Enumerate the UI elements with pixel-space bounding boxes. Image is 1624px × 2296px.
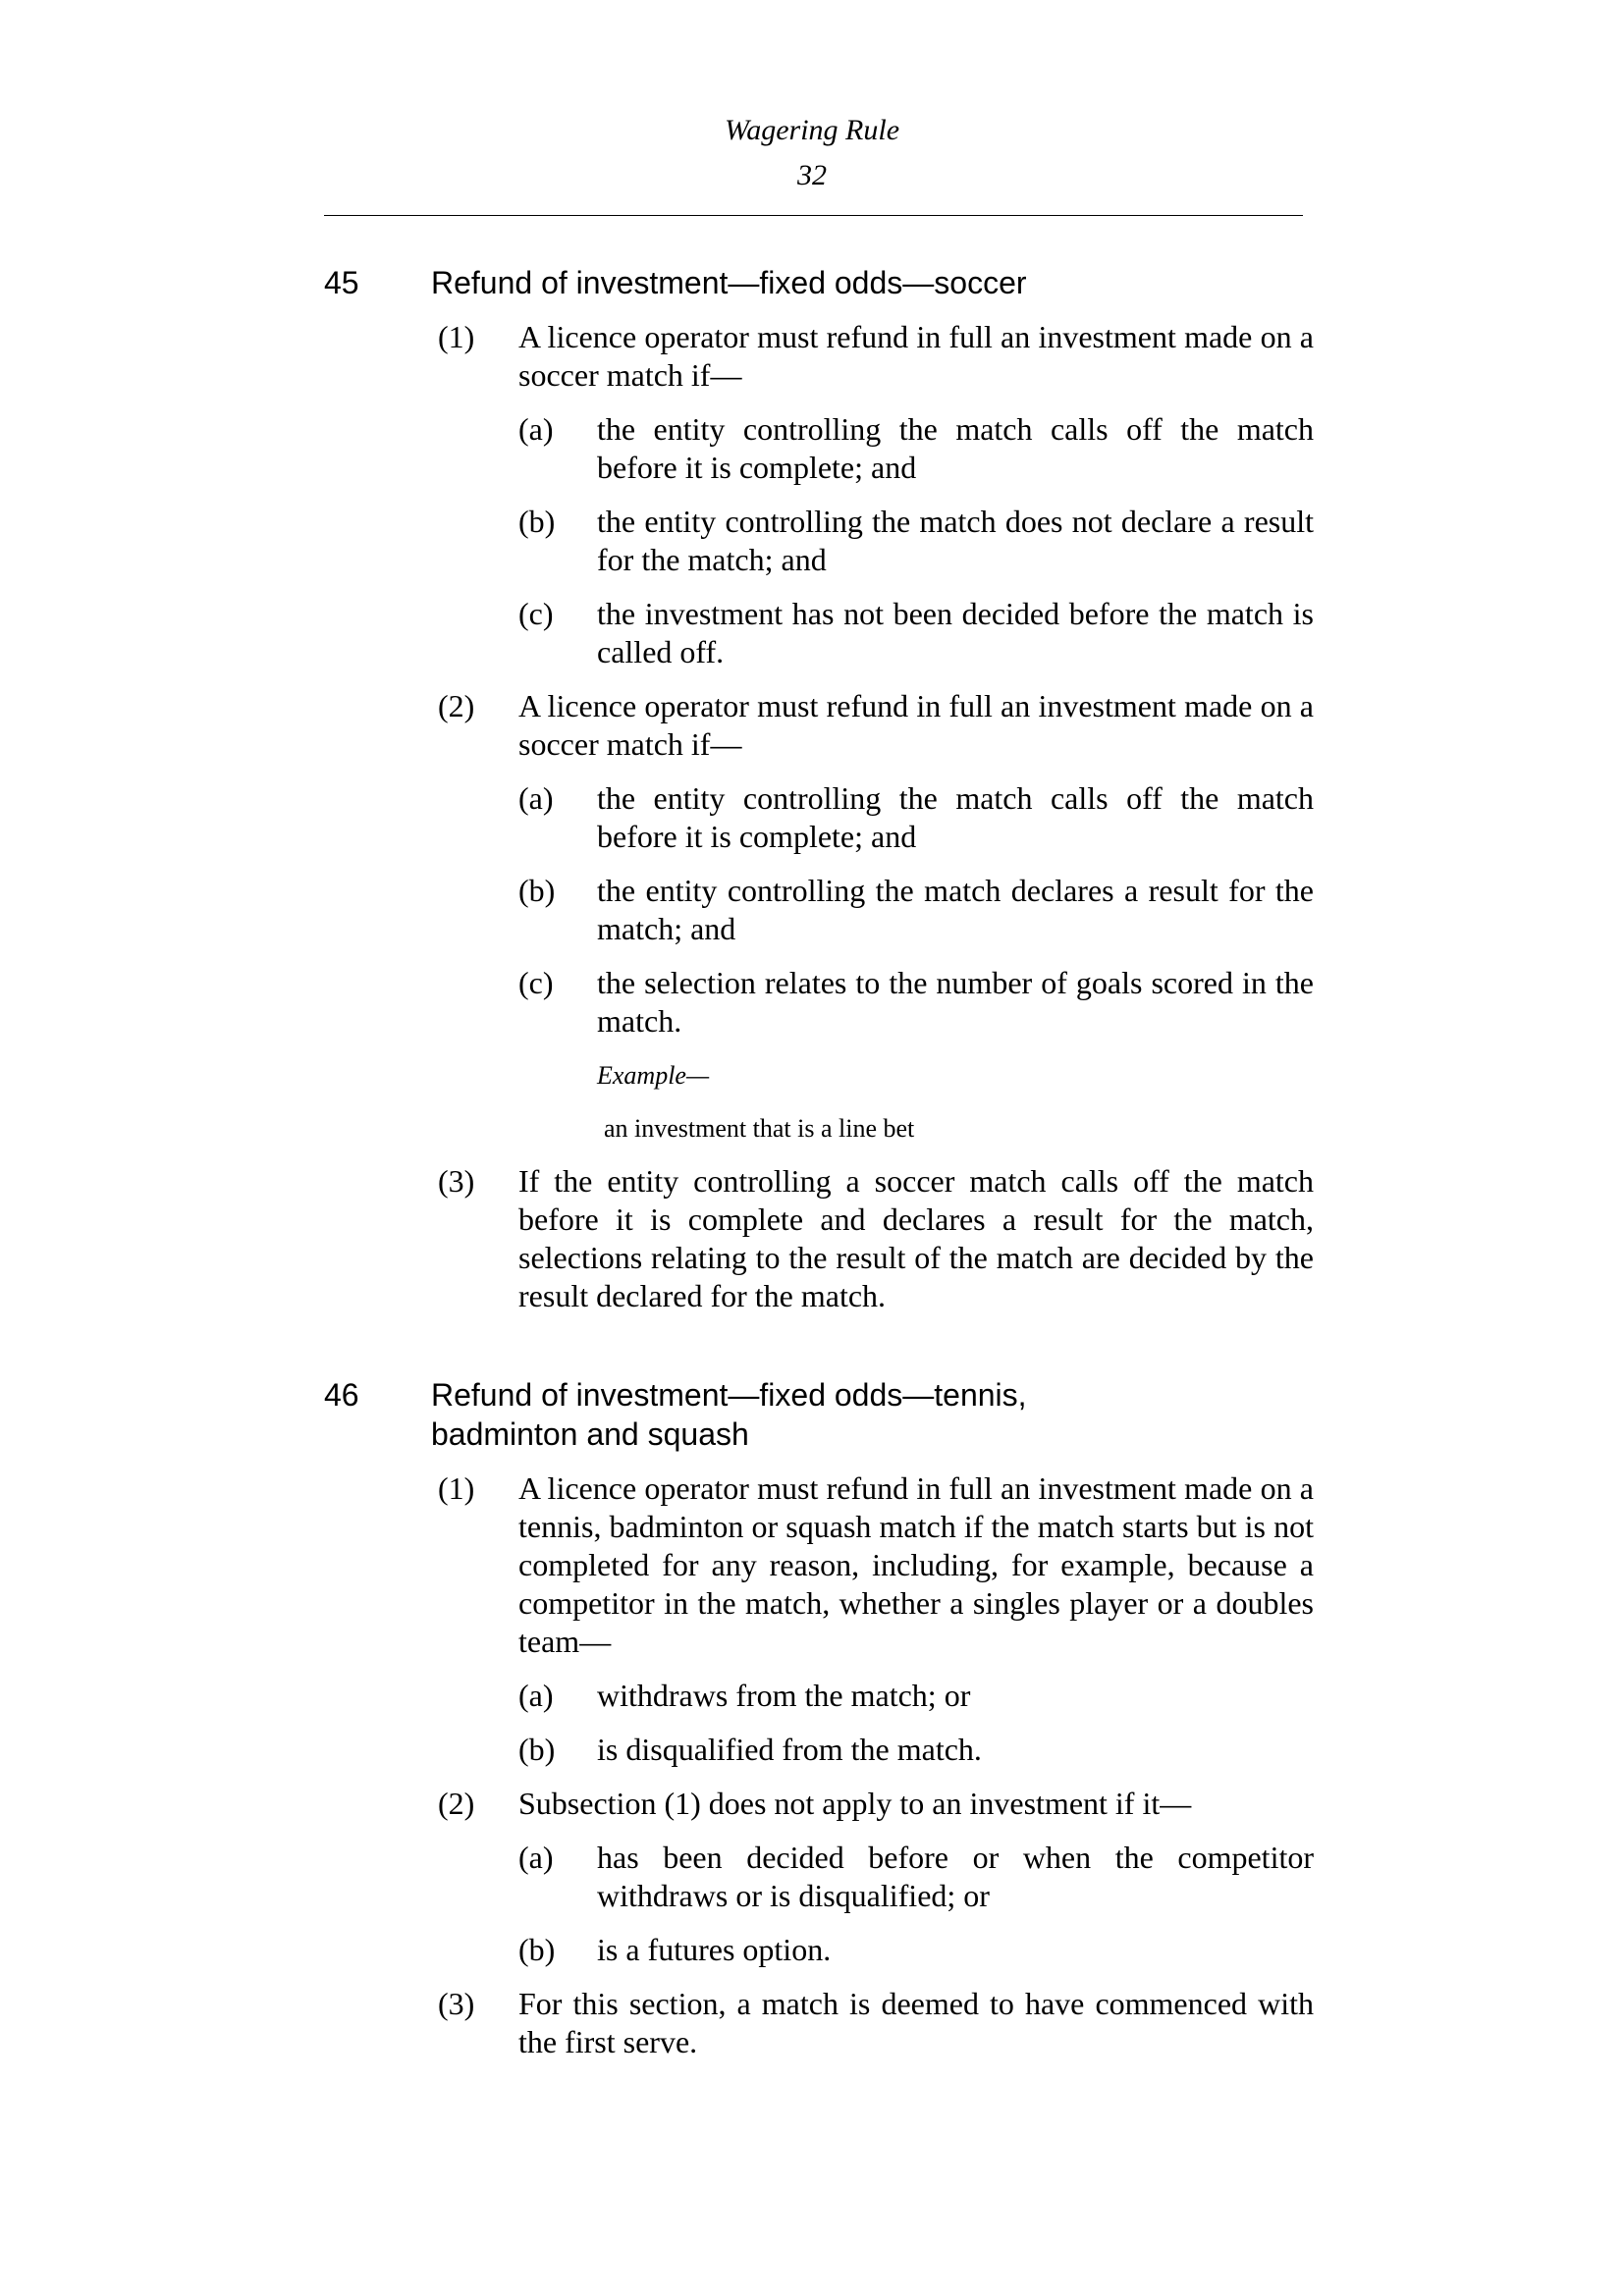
item-text: is a futures option. (597, 1932, 832, 1967)
section-heading (324, 1375, 1314, 1454)
subsection-number: (3) (438, 1986, 475, 2021)
section-title: Refund of investment—fixed odds—tennis, badminton and squash (431, 1377, 1027, 1452)
section-number: 45 (324, 265, 359, 300)
section-title: Refund of investment—fixed odds—soccer (431, 265, 1027, 300)
item-text: has been decided before or when the competitor withdraws or is disqualified; or (597, 1840, 1314, 1913)
subsection-number: (1) (438, 319, 475, 354)
paragraph-item (518, 1677, 1314, 1715)
item-number: (b) (518, 873, 556, 908)
subsection-number: (2) (438, 688, 475, 723)
subsection-number: (1) (438, 1470, 475, 1506)
item-text: the entity controlling the match calls off the match before it is complete; and (597, 411, 1314, 485)
item-text: the entity controlling the match declares a result for the match; and (597, 873, 1314, 946)
item-number: (b) (518, 1932, 556, 1967)
item-number: (a) (518, 1678, 554, 1713)
example-text: an investment that is a line bet (604, 1114, 915, 1143)
section-number: 46 (324, 1377, 359, 1413)
item-text: the investment has not been decided before the match is called off. (597, 596, 1314, 669)
subsection-text: For this section, a match is deemed to have commenced with the first serve. (518, 1986, 1314, 2059)
paragraph-item (518, 872, 1314, 948)
paragraph-item (518, 1839, 1314, 1915)
item-text: is disqualified from the match. (597, 1732, 982, 1767)
subsection-text: A licence operator must refund in full an investment made on a soccer match if— (518, 319, 1314, 393)
item-number: (a) (518, 1840, 554, 1875)
page-header (0, 108, 1624, 198)
example-label: Example— (597, 1061, 710, 1090)
subsection (438, 687, 1314, 764)
subsection (438, 318, 1314, 395)
paragraph-item (518, 503, 1314, 579)
subsection-number: (3) (438, 1163, 475, 1199)
item-number: (c) (518, 965, 554, 1000)
header-divider (324, 215, 1303, 216)
subsection (438, 1469, 1314, 1661)
paragraph-item (518, 964, 1314, 1041)
paragraph-item (518, 779, 1314, 856)
item-text: the entity controlling the match does not declare a result for the match; and (597, 504, 1314, 577)
item-number: (b) (518, 1732, 556, 1767)
subsection (438, 1162, 1314, 1315)
header-title: Wagering Rule (724, 114, 900, 146)
subsection-text: Subsection (1) does not apply to an investment if it— (518, 1786, 1192, 1821)
item-number: (c) (518, 596, 554, 631)
section-heading (324, 263, 1314, 302)
item-text: withdraws from the match; or (597, 1678, 971, 1713)
item-number: (b) (518, 504, 556, 539)
paragraph-item (518, 1731, 1314, 1769)
subsection-text: A licence operator must refund in full an investment made on a soccer match if— (518, 688, 1314, 762)
item-number: (a) (518, 411, 554, 447)
page-number: 32 (797, 159, 827, 191)
section-45 (324, 263, 1314, 1315)
section-46 (324, 1375, 1314, 2061)
paragraph-item (518, 595, 1314, 671)
subsection (438, 1985, 1314, 2061)
subsection-text: A licence operator must refund in full an investment made on a tennis, badminton or squash match if the match starts but is not completed for any reason, including, for example, because a competitor in the match, whether a singles player or a doubles team— (518, 1470, 1314, 1659)
subsection-text: If the entity controlling a soccer match calls off the match before it is complete and declares a result for the match, selections relating to the result of the match are decided by the result declared for the match. (518, 1163, 1314, 1313)
item-text: the entity controlling the match calls off the match before it is complete; and (597, 780, 1314, 854)
item-text: the selection relates to the number of goals scored in the match. (597, 965, 1314, 1039)
paragraph-item (518, 410, 1314, 487)
subsection (438, 1785, 1314, 1823)
item-number: (a) (518, 780, 554, 816)
subsection-number: (2) (438, 1786, 475, 1821)
paragraph-item (518, 1931, 1314, 1969)
